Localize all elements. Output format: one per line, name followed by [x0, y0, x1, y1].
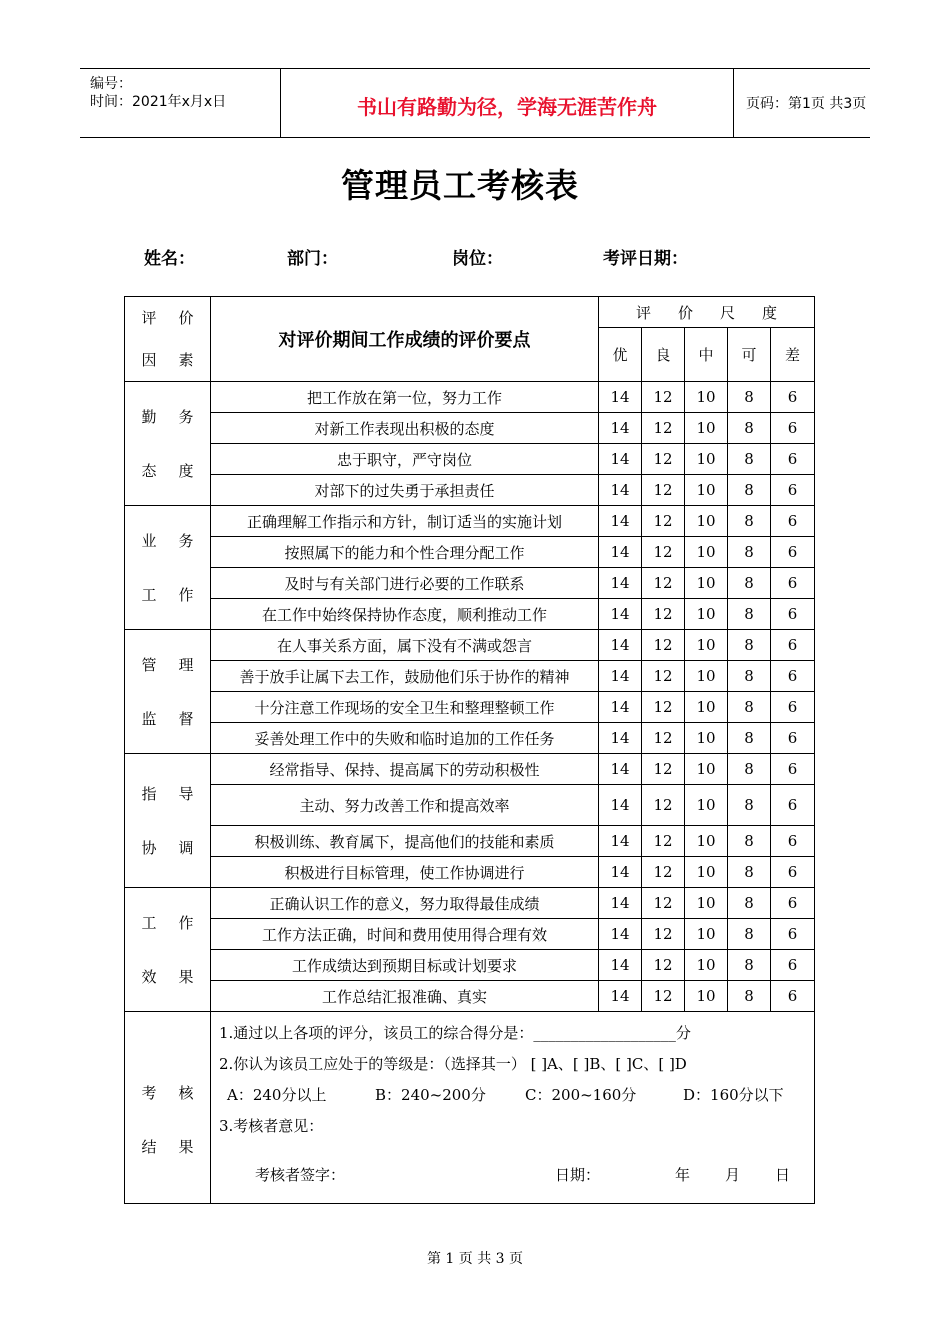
category-cell	[125, 506, 211, 630]
scale-header-char: 尺	[719, 303, 735, 322]
score-option[interactable]: 14	[599, 444, 642, 475]
category-char: 业	[141, 531, 157, 550]
score-option[interactable]: 10	[685, 506, 728, 537]
table-row	[125, 785, 815, 826]
category-char: 态	[141, 461, 157, 480]
table-row	[125, 444, 815, 475]
evaluation-item: 正确理解工作指示和方针，制订适当的实施计划	[211, 506, 599, 537]
score-option[interactable]: 14	[599, 754, 642, 785]
category-char: 务	[178, 407, 194, 426]
evaluation-item: 善于放手让属下去工作，鼓励他们乐于协作的精神	[211, 661, 599, 692]
evaluation-item: 及时与有关部门进行必要的工作联系	[211, 568, 599, 599]
signature-line	[219, 1164, 806, 1194]
score-option[interactable]: 12	[642, 723, 685, 754]
score-option[interactable]: 6	[771, 692, 815, 723]
score-option[interactable]: 12	[642, 630, 685, 661]
scale-header	[599, 297, 815, 328]
score-option[interactable]: 10	[685, 413, 728, 444]
evaluation-item: 主动、努力改善工作和提高效率	[211, 785, 599, 826]
score-option[interactable]: 14	[599, 568, 642, 599]
document-header	[80, 68, 870, 138]
score-option[interactable]: 12	[642, 537, 685, 568]
table-row	[125, 888, 815, 919]
table-row	[125, 692, 815, 723]
day-label: 日	[775, 1166, 791, 1184]
evaluation-table	[124, 296, 815, 1204]
category-cell	[125, 754, 211, 888]
score-option[interactable]: 12	[642, 506, 685, 537]
score-option[interactable]: 8	[728, 785, 771, 826]
score-option[interactable]: 14	[599, 661, 642, 692]
table-row	[125, 413, 815, 444]
score-option[interactable]: 10	[685, 754, 728, 785]
score-option[interactable]: 10	[685, 826, 728, 857]
category-char: 督	[178, 709, 194, 728]
month-label: 月	[725, 1166, 741, 1184]
score-option[interactable]: 14	[599, 537, 642, 568]
score-option[interactable]: 14	[599, 413, 642, 444]
category-char: 导	[178, 784, 194, 803]
result-row	[125, 1012, 815, 1204]
score-option[interactable]: 10	[685, 537, 728, 568]
score-option[interactable]: 8	[728, 506, 771, 537]
table-row	[125, 857, 815, 888]
table-row	[125, 506, 815, 537]
score-option[interactable]: 10	[685, 723, 728, 754]
grade-a-legend: A：240分以上	[227, 1086, 327, 1104]
scale-header-char: 度	[761, 303, 777, 322]
evaluation-item: 积极进行目标管理，使工作协调进行	[211, 857, 599, 888]
score-option[interactable]: 14	[599, 981, 642, 1012]
score-option[interactable]: 6	[771, 506, 815, 537]
score-option[interactable]: 6	[771, 413, 815, 444]
evaluation-item: 对部下的过失勇于承担责任	[211, 475, 599, 506]
page-info: 页码：第1页 共3页	[746, 96, 867, 112]
score-option[interactable]: 14	[599, 950, 642, 981]
category-cell	[125, 888, 211, 1012]
factor-header-char: 因	[141, 351, 157, 369]
score-option[interactable]: 12	[642, 981, 685, 1012]
score-option[interactable]: 6	[771, 919, 815, 950]
score-option[interactable]: 14	[599, 692, 642, 723]
grade-poor: 差	[771, 328, 815, 382]
evaluation-item: 十分注意工作现场的安全卫生和整理整顿工作	[211, 692, 599, 723]
evaluation-item: 在工作中始终保持协作态度，顺利推动工作	[211, 599, 599, 630]
score-option[interactable]: 6	[771, 723, 815, 754]
category-char: 管	[141, 655, 157, 674]
score-option[interactable]: 8	[728, 723, 771, 754]
score-option[interactable]: 14	[599, 475, 642, 506]
factor-header-char: 素	[178, 351, 194, 369]
score-option[interactable]: 12	[642, 888, 685, 919]
category-char: 勤	[141, 407, 157, 426]
score-option[interactable]: 12	[642, 785, 685, 826]
grade-d-legend: D：160分以下	[683, 1086, 784, 1104]
score-option[interactable]: 10	[685, 382, 728, 413]
name-label: 姓名：	[144, 249, 195, 269]
score-option[interactable]: 14	[599, 382, 642, 413]
score-option[interactable]: 12	[642, 857, 685, 888]
score-option[interactable]: 6	[771, 475, 815, 506]
category-char: 核	[178, 1083, 194, 1102]
table-row	[125, 826, 815, 857]
score-option[interactable]: 10	[685, 857, 728, 888]
scale-header-char: 评	[635, 303, 651, 322]
total-score-question[interactable]: 1.通过以上各项的评分，该员工的综合得分是：___________________分	[219, 1024, 691, 1042]
evaluation-item: 正确认识工作的意义，努力取得最佳成绩	[211, 888, 599, 919]
score-option[interactable]: 10	[685, 661, 728, 692]
category-char: 效	[141, 967, 157, 986]
grade-good: 良	[642, 328, 685, 382]
category-char: 作	[178, 913, 194, 932]
score-option[interactable]: 8	[728, 692, 771, 723]
motto: 书山有路勤为径，学海无涯苦作舟	[357, 95, 657, 119]
category-char: 监	[141, 709, 157, 728]
score-option[interactable]: 14	[599, 785, 642, 826]
result-body	[211, 1012, 815, 1204]
category-char: 结	[141, 1137, 157, 1156]
table-row	[125, 568, 815, 599]
score-option[interactable]: 14	[599, 857, 642, 888]
scale-header-char: 价	[677, 303, 693, 322]
category-char: 作	[178, 585, 194, 604]
score-option[interactable]: 10	[685, 475, 728, 506]
score-option[interactable]: 8	[728, 568, 771, 599]
category-char: 调	[178, 838, 194, 857]
score-option[interactable]: 12	[642, 413, 685, 444]
score-option[interactable]: 8	[728, 382, 771, 413]
table-row	[125, 723, 815, 754]
score-option[interactable]: 6	[771, 888, 815, 919]
evaluation-item: 经常指导、保持、提高属下的劳动积极性	[211, 754, 599, 785]
score-option[interactable]: 6	[771, 950, 815, 981]
table-row	[125, 537, 815, 568]
score-option[interactable]: 12	[642, 599, 685, 630]
score-option[interactable]: 12	[642, 568, 685, 599]
category-char: 协	[141, 838, 157, 857]
year-label: 年	[675, 1166, 691, 1184]
evaluation-item: 在人事关系方面，属下没有不满或怨言	[211, 630, 599, 661]
score-option[interactable]: 14	[599, 630, 642, 661]
table-row	[125, 382, 815, 413]
score-option[interactable]: 8	[728, 888, 771, 919]
reviewer-opinion[interactable]: 3.考核者意见：	[219, 1117, 324, 1135]
score-option[interactable]: 14	[599, 888, 642, 919]
category-cell	[125, 630, 211, 754]
sign-date-label[interactable]: 日期：	[555, 1166, 601, 1184]
grade-fair: 可	[728, 328, 771, 382]
score-option[interactable]: 10	[685, 919, 728, 950]
score-option[interactable]: 12	[642, 826, 685, 857]
grade-b-legend: B：240~200分	[375, 1086, 486, 1104]
page-footer: 第 1 页 共 3 页	[426, 1251, 524, 1267]
score-option[interactable]: 10	[685, 599, 728, 630]
score-option[interactable]: 10	[685, 568, 728, 599]
score-option[interactable]: 8	[728, 826, 771, 857]
score-option[interactable]: 6	[771, 630, 815, 661]
evaluation-item: 把工作放在第一位，努力工作	[211, 382, 599, 413]
header-motto-cell	[280, 69, 734, 137]
score-option[interactable]: 12	[642, 661, 685, 692]
score-option[interactable]: 6	[771, 444, 815, 475]
score-option[interactable]: 8	[728, 857, 771, 888]
score-option[interactable]: 14	[599, 723, 642, 754]
category-char: 工	[141, 913, 157, 932]
table-row	[125, 950, 815, 981]
category-char: 理	[178, 655, 194, 674]
category-char: 工	[141, 585, 157, 604]
category-char: 度	[178, 461, 194, 480]
table-row	[125, 599, 815, 630]
score-option[interactable]: 10	[685, 950, 728, 981]
evaluation-item: 工作方法正确，时间和费用使用得合理有效	[211, 919, 599, 950]
score-option[interactable]: 12	[642, 692, 685, 723]
score-option[interactable]: 6	[771, 661, 815, 692]
score-option[interactable]: 8	[728, 630, 771, 661]
evaluation-item: 妥善处理工作中的失败和临时追加的工作任务	[211, 723, 599, 754]
table-row	[125, 981, 815, 1012]
grade-excellent: 优	[599, 328, 642, 382]
keypoint-header: 对评价期间工作成绩的评价要点	[211, 297, 599, 382]
score-option[interactable]: 12	[642, 919, 685, 950]
score-option[interactable]: 8	[728, 950, 771, 981]
grade-medium: 中	[685, 328, 728, 382]
score-option[interactable]: 8	[728, 599, 771, 630]
date-label: 考评日期：	[603, 249, 688, 269]
score-option[interactable]: 8	[728, 537, 771, 568]
result-category-cell	[125, 1012, 211, 1204]
score-option[interactable]: 14	[599, 826, 642, 857]
factor-header-char: 评	[141, 309, 157, 327]
score-option[interactable]: 8	[728, 754, 771, 785]
score-option[interactable]: 10	[685, 888, 728, 919]
score-option[interactable]: 8	[728, 475, 771, 506]
score-option[interactable]: 10	[685, 785, 728, 826]
position-label: 岗位：	[452, 249, 503, 269]
score-option[interactable]: 12	[642, 950, 685, 981]
score-option[interactable]: 10	[685, 444, 728, 475]
category-char: 指	[141, 784, 157, 803]
score-option[interactable]: 8	[728, 444, 771, 475]
evaluation-item: 忠于职守，严守岗位	[211, 444, 599, 475]
table-header-row	[125, 297, 815, 328]
score-option[interactable]: 8	[728, 981, 771, 1012]
score-option[interactable]: 8	[728, 413, 771, 444]
evaluation-item: 对新工作表现出积极的态度	[211, 413, 599, 444]
category-char: 果	[178, 967, 194, 986]
evaluation-item: 工作总结汇报准确、真实	[211, 981, 599, 1012]
table-row	[125, 919, 815, 950]
category-char: 务	[178, 531, 194, 550]
score-option[interactable]: 14	[599, 599, 642, 630]
table-row	[125, 630, 815, 661]
grade-c-legend: C：200~160分	[525, 1086, 637, 1104]
table-row	[125, 754, 815, 785]
score-option[interactable]: 10	[685, 981, 728, 1012]
grade-question[interactable]: 2.你认为该员工应处于的等级是：（选择其一） [ ]A、[ ]B、[ ]C、[ ]D	[219, 1055, 687, 1073]
table-row	[125, 661, 815, 692]
table-row	[125, 475, 815, 506]
score-option[interactable]: 14	[599, 506, 642, 537]
score-option[interactable]: 6	[771, 537, 815, 568]
evaluation-item: 积极训练、教育属下，提高他们的技能和素质	[211, 826, 599, 857]
score-option[interactable]: 10	[685, 692, 728, 723]
score-option[interactable]: 6	[771, 382, 815, 413]
score-option[interactable]: 12	[642, 444, 685, 475]
score-option[interactable]: 6	[771, 981, 815, 1012]
score-option[interactable]: 6	[771, 826, 815, 857]
score-option[interactable]: 6	[771, 857, 815, 888]
signature-label[interactable]: 考核者签字：	[255, 1166, 346, 1184]
page-title: 管理员工考核表	[341, 166, 579, 205]
evaluation-item: 按照属下的能力和个性合理分配工作	[211, 537, 599, 568]
evaluation-item: 工作成绩达到预期目标或计划要求	[211, 950, 599, 981]
score-option[interactable]: 6	[771, 599, 815, 630]
grade-legend	[219, 1080, 806, 1111]
score-option[interactable]: 10	[685, 630, 728, 661]
score-option[interactable]: 8	[728, 661, 771, 692]
dept-label: 部门：	[287, 249, 338, 269]
time-label: 时间：2021年x月x日	[90, 94, 227, 110]
category-char: 果	[178, 1137, 194, 1156]
score-option[interactable]: 14	[599, 919, 642, 950]
header-info-cell	[80, 69, 280, 137]
score-option[interactable]: 12	[642, 754, 685, 785]
score-option[interactable]: 12	[642, 382, 685, 413]
code-label: 编号：	[90, 76, 132, 92]
category-char: 考	[141, 1083, 157, 1102]
score-option[interactable]: 6	[771, 568, 815, 599]
factor-header	[125, 297, 211, 382]
score-option[interactable]: 6	[771, 785, 815, 826]
score-option[interactable]: 12	[642, 475, 685, 506]
score-option[interactable]: 6	[771, 754, 815, 785]
score-option[interactable]: 8	[728, 919, 771, 950]
header-page-cell	[734, 69, 870, 137]
factor-header-char: 价	[178, 309, 194, 327]
category-cell	[125, 382, 211, 506]
